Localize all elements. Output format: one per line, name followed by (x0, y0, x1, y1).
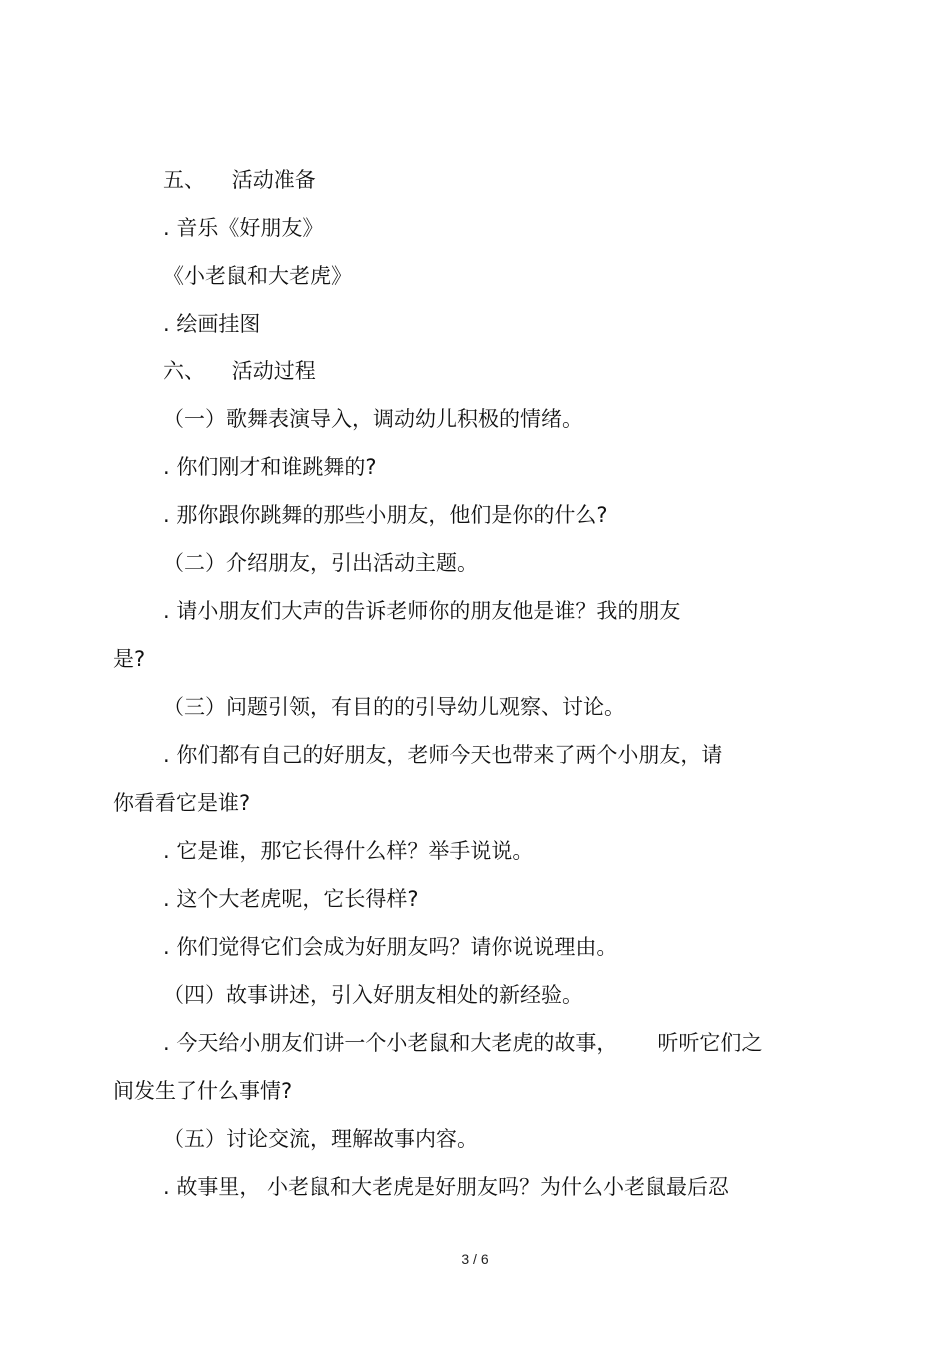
text-line: . 这个大老虎呢，它长得样? (163, 887, 419, 911)
subsection-heading: （一）歌舞表演导入，调动幼儿积极的情绪。 (163, 407, 583, 431)
text-line: . 绘画挂图 (163, 312, 261, 336)
text-line: 《小老鼠和大老虎》 (163, 264, 352, 288)
text-line: . 今天给小朋友们讲一个小老鼠和大老虎的故事， 听听它们之 (163, 1031, 763, 1055)
section-heading-process: 六、 活动过程 (163, 359, 316, 383)
text-line: . 那你跟你跳舞的那些小朋友，他们是你的什么? (163, 503, 608, 527)
page-number: 3 / 6 (461, 1251, 489, 1267)
section-heading-preparation: 五、 活动准备 (163, 168, 316, 192)
text-line-continuation: 是? (113, 647, 146, 671)
text-line: . 你们刚才和谁跳舞的? (163, 455, 377, 479)
text-line: . 音乐《好朋友》 (163, 216, 324, 240)
text-line: . 你们觉得它们会成为好朋友吗？请你说说理由。 (163, 935, 618, 959)
subsection-heading: （五）讨论交流，理解故事内容。 (163, 1127, 478, 1151)
text-line-continuation: 你看看它是谁? (113, 791, 251, 815)
subsection-heading: （四）故事讲述，引入好朋友相处的新经验。 (163, 983, 583, 1007)
text-line: . 故事里， 小老鼠和大老虎是好朋友吗？为什么小老鼠最后忍 (163, 1175, 730, 1199)
text-line: . 它是谁，那它长得什么样？举手说说。 (163, 839, 534, 863)
text-line: . 请小朋友们大声的告诉老师你的朋友他是谁？我的朋友 (163, 599, 681, 623)
subsection-heading: （二）介绍朋友，引出活动主题。 (163, 551, 478, 575)
text-line: . 你们都有自己的好朋友，老师今天也带来了两个小朋友，请 (163, 743, 723, 767)
subsection-heading: （三）问题引领，有目的的引导幼儿观察、讨论。 (163, 695, 625, 719)
text-line-continuation: 间发生了什么事情? (113, 1079, 293, 1103)
